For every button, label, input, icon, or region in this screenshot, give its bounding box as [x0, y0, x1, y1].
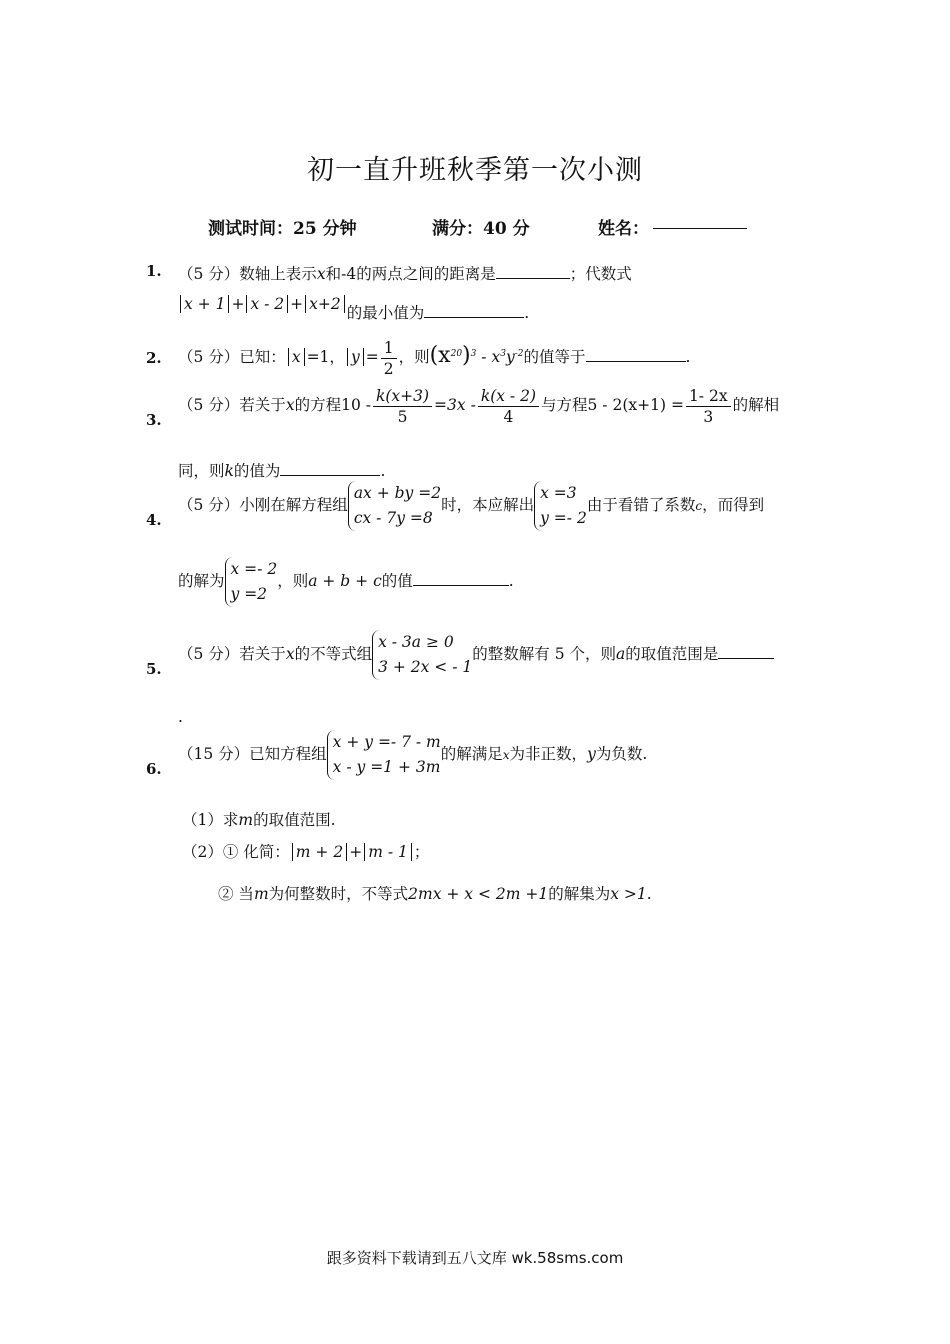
q3-blank[interactable] — [280, 461, 380, 476]
q2-text: 的值等于 — [523, 348, 586, 367]
q3-fraction-1: $\frac{k(x+3)}{5}$ — [373, 386, 432, 427]
q5-var-x: x — [285, 645, 295, 663]
q2-abs-y: y — [347, 348, 364, 366]
q1-abs-1: x + 1 — [180, 295, 229, 313]
q2-comma: ， — [329, 348, 345, 367]
q3-var-x: x — [285, 396, 295, 414]
q4-score: （5 分） — [178, 496, 240, 514]
q2-text: 已知： — [239, 348, 286, 367]
name-label: 姓名： — [598, 214, 649, 239]
q6-score: （15 分） — [178, 745, 250, 763]
q4-end: . — [508, 572, 514, 590]
q1-blank-2[interactable] — [424, 303, 524, 318]
q1-text: 和 — [325, 265, 342, 283]
page-title: 初一直升班秋季第一次小测 — [307, 155, 643, 186]
q2-abs-x: x — [288, 348, 305, 366]
q4-system-3: x =- 2 y =2 — [225, 557, 278, 607]
q3-text: 同，则 — [178, 462, 225, 480]
q2-eq: = — [365, 348, 379, 367]
q4-text: ，而得到 — [702, 496, 765, 514]
q4-var-c: c — [695, 499, 703, 513]
q1-blank-1[interactable] — [496, 264, 570, 279]
q4-text: 小刚在解方程组 — [239, 496, 348, 514]
q5-number: 5. — [146, 660, 162, 678]
q1-number: 1. — [146, 262, 162, 280]
q3-score: （5 分） — [178, 396, 240, 414]
q2-eq: =1 — [306, 348, 330, 367]
q1-text: 的最小值为 — [346, 304, 425, 322]
q3-text: 若关于 — [239, 396, 286, 414]
q6-text: 为负数. — [595, 745, 648, 763]
q2-text: ，则 — [398, 348, 430, 367]
q5-blank[interactable] — [718, 644, 774, 659]
q6-text: 的解满足 — [440, 745, 503, 763]
q1-text: 数轴上表示 — [239, 265, 317, 283]
q1-text: 的两点之间的距离是 — [356, 265, 496, 283]
q3-lhs: 10 - — [341, 396, 371, 414]
q1-score: （5 分） — [178, 265, 240, 283]
test-time-label: 测试时间：25 分钟 — [208, 219, 357, 239]
name-blank[interactable] — [653, 214, 747, 229]
q5-end: . — [178, 708, 183, 726]
q6-var-y: y — [587, 745, 596, 763]
q1-plus: + — [231, 295, 245, 313]
q5-system: x - 3a ≥ 0 3 + 2x < - 1 — [372, 630, 472, 680]
q4-system-1: ax + by =2 cx - 7y =8 — [348, 481, 441, 531]
q4-system-2: x =3 y =- 2 — [534, 481, 587, 531]
q2-score: （5 分） — [178, 348, 240, 367]
q6-number: 6. — [146, 760, 162, 778]
q6-text: 为非正数， — [509, 745, 588, 763]
q4-text: 的解为 — [178, 572, 225, 590]
q3-var-k: k — [224, 462, 234, 480]
q2-end: . — [685, 348, 691, 367]
q2-expression: $(x^{20})^3 - x^3y^{-2}$ — [429, 343, 524, 369]
q2-blank[interactable] — [586, 347, 686, 362]
q6-part-1: （1）求m的取值范围. — [182, 811, 336, 829]
q1-plus: + — [290, 295, 304, 313]
q6-part-3: ② 当m为何整数时，不等式2mx + x < 2m +1的解集为x >1. — [218, 885, 652, 903]
q5-score: （5 分） — [178, 645, 240, 663]
q2-fraction: $\frac{1}{2}$ — [381, 338, 397, 379]
q4-number: 4. — [146, 511, 162, 529]
q3-fraction-2: $\frac{k(x - 2)}{4}$ — [478, 386, 539, 427]
q6-var-x: x — [502, 748, 510, 762]
q1-abs-2: x - 2 — [246, 295, 288, 313]
q6-system: x + y =- 7 - m x - y =1 + 3m — [327, 730, 441, 780]
q1-end: . — [524, 304, 530, 322]
q5-var-a: a — [615, 645, 626, 663]
q4-text: 由于看错了系数 — [586, 496, 696, 514]
footer-text: 跟多资料下载请到五八文库 wk.58sms.com — [326, 1249, 624, 1267]
q1-text: ；代数式 — [569, 265, 632, 283]
q1-var-x: x — [316, 265, 326, 283]
q6-part-2: （2）① 化简： m + 2 + m - 1 ； — [182, 843, 430, 861]
q2-number: 2. — [146, 349, 162, 367]
q5-text: 的取值范围是 — [625, 645, 719, 663]
q4-text: 的值 — [381, 572, 413, 590]
q3-text: 与方程 — [541, 396, 588, 414]
q5-text: 的不等式组 — [294, 645, 373, 663]
q6-text: 已知方程组 — [249, 745, 327, 763]
q4-expression: a + b + c — [308, 572, 382, 590]
q3-mid: =3x - — [434, 396, 476, 414]
q1-value: -4 — [341, 265, 357, 283]
q4-text: 时，本应解出 — [441, 496, 535, 514]
q4-blank[interactable] — [413, 571, 509, 586]
q1-abs-3: x+2 — [305, 295, 345, 313]
q3-text: 的解相 — [732, 396, 780, 414]
q3-equation-2: 5 - 2(x+1) = — [587, 396, 684, 414]
q3-end: . — [380, 462, 386, 480]
q3-number: 3. — [146, 411, 162, 429]
q5-text: 若关于 — [239, 645, 286, 663]
q3-text: 的值为 — [233, 462, 281, 480]
q3-text: 的方程 — [294, 396, 342, 414]
q5-text: 的整数解有 5 个，则 — [472, 645, 616, 663]
q3-fraction-3: $\frac{1- 2x}{3}$ — [686, 386, 731, 427]
full-score-label: 满分：40 分 — [432, 219, 530, 239]
q4-text: ，则 — [277, 572, 309, 590]
